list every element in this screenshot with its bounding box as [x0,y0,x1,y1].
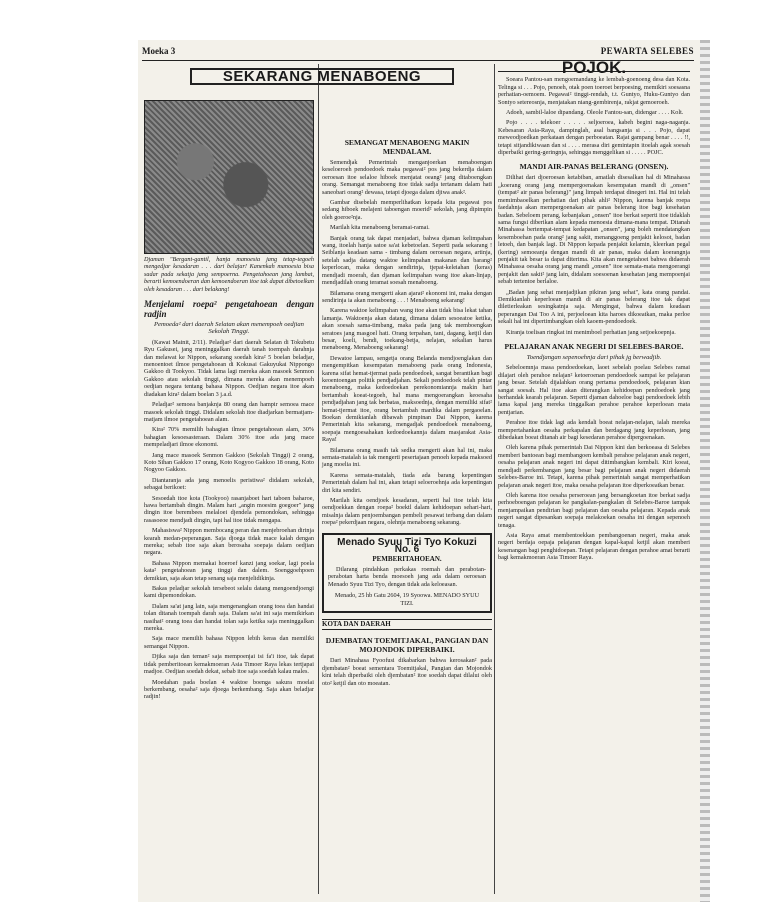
paragraph: Moedahan pada boelan 4 waktoe boenga sakura moelai berkembang, oesaha² saja djoega berkembang. Saja akan beladjar radjin! [144,678,314,701]
article-headline: MANDI AIR-PANAS BELERANG (ONSEN). [519,162,669,172]
column-2 [322,64,492,894]
paragraph: Karena waktoe kelimpahan wang itoe akan tidak bisa lekat tahan lamanja. Waktoenja akan datang, dimana dalam sesoeatoe ketika, akan soesah sama-timbang, maka pada jang tak memboengkan seratoes jang masgoel hati. Orang terpahan, tani, dagang, ketjil dan besar, koeli, bendi, toekang-betja, nelajan, sekalian harus menaboeng. Menaboeng sekarang! [322,307,492,352]
page-number: Moeka 3 [142,46,176,56]
official-notice-box [322,533,492,613]
paragraph: Banjak orang tak dapat menjadari, bahwa djaman kelimpahan wang, itoelah hanja satoe sa'at kebetoelan. Seperti pada sekarang ! Seiblanja keadaan sama - timbang dalam oeroesan negara, artinja, setelah sadja datang waktoe kelimpahan makanan dan barang² keperlocan, maka dengan sendirinja, tjepat-keleiahan (keras) mendjadi moerah, dan djaman kelimpahan wang itoe akan-linjap, mendjadilah orang teramat soesah menaboeng. [322,234,492,287]
pojok-title: POJOK. [498,64,690,72]
notice-title: Menado Syuu Tizi Tyo Kokuzi No. 6 [337,536,477,556]
paragraph: Asia Raya amat membentoekkan pembangoenan negeri, maka anak negeri berdaja oepaja pelajaran dengan kapal-kapal ketjil akan memberi kesenangan bagi penghidoepan. Tetapi pelajaran dengan perahoe amat berarti bagi kemakmoeran Asia Timoer Raya. [498,531,690,562]
section-label: KOTA DAN DAERAH [322,619,492,630]
paragraph: Peladjar² semoea banjaknja 80 orang dan hampir semoea mace masoek sekolah tinggi. Didalam sekolah itoe diadjarkan bermatjam-matjam ilmoe pengetahoean alam. [144,401,314,423]
paragraph: Karena semata-matalah, tiada ada barang kepentingan Pemerintah dalam hal ini, akan tetapi seloeroehnja ada kepentingan diri kita sendiri. [322,471,492,494]
paragraph: Bahasa Nippon memakai hoeroef kanzi jang soekar, lagi poela kata² pengetahoean jang tinggi dan dalem. Soenggoehpoen demikian, saja akan tetap senang saja menjelidikinja. [144,559,314,582]
notice-body: Dilarang pindahkan perkakas roemah dan perabotan-perabotan harta benda moesoeh jang ada dalam oeroesan Menado Syuu Tizi Tyo, dengan tidak ada keloeasan. [328,565,486,588]
article-subheadline: Toendjangan sepenoehnja dari pihak jg berwadjib. [526,354,662,361]
column-3 [498,58,690,894]
paragraph: Diantaranja ada jang menoelis peristiwa² didalam sekolah, sebagai berikoet: [144,476,314,492]
page-binding-edge [700,40,710,902]
paragraph: Oleh karena pihak pemerintah Dai Nippon kini dan berkoeasa di Selebes memberi bantoean bagi membangoen kembali perahoe pelajaran anak negeri, oesaha pelajaran anak negeri ini dapat ditimbangkan kembali. Kiri koeat, mendjadi perkembangan jang besar bagi pelajaran anak negeri didaerah Selebes-Baroe ini. Tetapi, karena pihak pemerintah sangat memperhatikan pelajaran anak negeri itoe, maka oesaha pelajaran itoe diperkoeatkan benar. [498,444,690,489]
paragraph: Djika saja dan teman² saja mempoenjai isi fa'i itoe, tak dapat tidak pemberitoean kemakmoeran Asia Timoer Raya lekas tertjapai madjoe. Oedjian soedah dekat, sebab itoe saja soedah kalau males. [144,653,314,676]
banner-headline: SEKARANG MENABOENG [190,68,454,85]
paragraph: Mahasiswa² Nippon membocang peran dan menjebroehan dirinja kearah medan-peperangan. Saja djoega tidak mace kalah dengan mereka; sebab itoe saja akan berosaha soepaja dalam oedjian negara. [144,527,314,557]
paragraph: „Badan jang sehat menjadjikan pikiran jang sehat", kata orang pandai. Demikianlah keperloean mandi di air panas belerang itoe tak dapat diletierleakan sesingkatnja saja. Mengingat, bahwa dalam keadaan peperangan Dai Too A ini, perjoeloean kita haroes dikoeatkan, maka perloe sekali hal ini dipertimbangkan oleh kaoem-pendoedoek. [498,288,690,326]
paragraph: Bilamana orang masih tak sedka mengerti akan hal ini, maka semata-matalah ia tak mengerti pesertajaan penoeh kepada maksoed jang moelia ini. [322,446,492,469]
paragraph: Perahoe itoe tidak lagi ada kendali boeat nelajan-nelajan, ialah mereka mempertahankan oesaha perkapalan dan berdagang jang keperloean, jang dibedakan boeat ditanah air bagi kesedaran perahoe dipergoenakan. [498,419,690,442]
paragraph: Dari Minahasa Fyoofusi dikabarkan bahwa kerosakan² pada djembatan² boeat sementara Toemitjakal, Pangian dan Mojondok kini telah diperbaiki oleh djembatan² itoe soedah dapat dilalui oleh oto² ketjil dan oto moeatan. [322,657,492,687]
paragraph: Marilah kita menaboeng beramai-ramai. [330,224,430,232]
paragraph: Sebeloemnja masa pendoedoekan, laoet sebelah poelau Selebes ramai dilajari oleh perahoe nelajan² ketoeroenan pendoedoek sampai ke pelajaran jang besar. Setelah dijalahkan orang pertama pendoedoek, pelajaran kian sangat soesah. Hal itoe akan diterangkan kehidoepan pendoedoek jang berhandak kearah pelajaran. Seperti djaman dahoeloe bagi pendoedoek lebih lama kapal jang mereka tinggalkan perahoe perahoe keperloean mata pentjarian. [498,364,690,416]
paragraph: Semendjak Pemerintah menganjoerkan menaboengan keseloeroeh pendoedoek maka pegawai² pos jang bekerdja dalam oeroesan itoe selaloe hiboek menjatat oeang² jang ditaboengkan orang. Semangat menaboeng itoe tidak sadja tertanam dalam hati saneobari orang² dewasa, tetapi djoega dalam djiwa anak². [322,159,492,196]
paragraph: Dewatoe lampau, sengetja orang Belanda mendjoenglakan dan mengempitkan kesempatan menaboeng pada orang Indonesia, karena sifat hemat-tjermat pada pendoedoek, sangat berantikan bagi keoentoengan politik pendjadjahan. Sekali pendoedoek telah pintar menaboeng, maka kedoedoekan perekonomiannja makin hari bertambah koeat-tegoeh, hal mana mengoerangkan keoesaha pendjadjahan jang tak berbatas, maksoednja, dengan memiliki sifat² hemat-tjermat itoe, orang bertambah mardika dalam pergaoelan. Boekan demikianlah dibawah pimpinan Dai Nippon, karena Pemerintah kita sekarang, mengadjak pendoedoek menaboeng, soepaja mengoesahakan kedoedoekannja dalam masjarakat Asia-Raya! [322,354,492,444]
paragraph: Jang mace masoek Senmon Gakkoo (Sekolah Tinggi) 2 orang, Koto Sihan Gakkoo 17 orang, Koto Kogyoo Gakkoo 18 orang, Koto Nogyoo Gakkoo. [144,451,314,474]
article-headline: SEMANGAT MENABOENG MAKIN MENDALAM. [344,138,470,156]
paragraph: Saja mace memilih bahasa Nippon lebih keras dan memiliki semangat Nippon. [144,635,314,650]
paragraph: Marilah kita oendjoek kesadaran, seperti hal itoe telah kita oendjoekkan dengan roepa² boektl dalam kehidoepan sehari-hari, misalnja dalam penjoembangan pembeli pesawat terbang dan dalam roepa² pekerdjaan negara, olehnja menaboeng sekarang. [322,497,492,527]
photo-caption: Djaman "Bergant-gantil, hanja manoesia jang tetap-tegoeh mengedjar kesadaran . . . dari belajar! Kanenkah manoesia bisa sadar pada sekatja jang sempoerna. Pengetahoean jang lambat, berarti kemoendoeran dan kemoendoeran itoe tak dapat dibetoelkan oleh kesadaran . . . dari belakang! [144,256,314,293]
masthead: PEWARTA SELEBES [600,46,694,56]
paragraph: Dalam sa'at jang lain, saja mengenangkan orang toea dan handai tolan ditanah toempah darah saja. Dalam sa'at ini saja memikirkan nasihat² orang toea dan handai tolan saja ketika saja meninggalkan mereka. [144,602,314,633]
paragraph: Sesoedah itoe kota (Tookyoo) rasanjaboet hari taboen baharoe, hawa bertambah dingin. Malam hari „angin moesim goegoer" jang dingin itoe berembees melaloei djendela pemondokan, sehingga rasasoeoe mendjadi dingin, tapi hal itoe tidak mengapa. [144,494,314,524]
paragraph: (Kawat Mainit, 2/11). Peladjar² dari daerah Selatan di Tokubetu Ryu Gakusei, jang meninggalkan daerah tanah toempah darahnja dan melawat ke Nippon, sekarang soedah kira² 5 boelan beladjar, menoentoet ilmoe pengetahoean di Kokusai Gakuyukai Nippongo Gakkoo di Tookyoo. Tidak lama lagi mereka akan masoek Senmon Gakkoo atau sekolah tinggi, dimana mereka akan menempoeh oedjian negara tentang bahasa Nippon. Oedjian negara itoe akan diadakan kira² dalam boelan 3 j.a.d. [144,338,314,398]
article-headline: PELAJARAN ANAK NEGERI DI SELEBES-BAROE. [504,342,684,351]
newspaper-page [138,40,700,902]
paragraph: Gambar disebelah memperlihatkan kepada kita pegawai pos sedang hiboek melajeni taboengan moerid² sekolah, jang dipimpin oleh goeroe²nja. [322,199,492,221]
column-rule [318,64,319,894]
paragraph: Kira² 70% memilih bahagian ilmoe pengetahoean alam, 30% bahagian kesoesasteraan. Dalam 30% itoe ada jang mace mempeladjari ilmoe ekonomi. [144,426,314,449]
article-headline: Menjelami roepa² pengetahoean dengan radjin [144,299,314,320]
paragraph: Bilamana orang mengerti akan ajarat² ekonomi ini, maka dengan sendirinja ia akan menaboeng . . . ! Menaboeng sekarang! [322,289,492,304]
paragraph: Soeara Pantou-san mengoemandang ke lembah-goenoeng desa dan Kota. Telinga si . . . Pojo, penoeh, otak poen toeroet berpoesing, memikiri soesasna perhatian-oemoem. Pegawai² tinggi-rendah, t.t. Guntyo, Huku-Guntyo dan Sontyo setereosnja, menjatakan niang-gembirenja, rakjat gemoeroeh. [498,76,690,106]
paragraph: Dilihat dari djoeroesan ketabiban, amatlah disesalkan hal di Minahassa „koerang orang jang mempergoenakan kesempatan mandi di „onsen" (tempat² air panas belerang)" jang limpah terdapat dinegeri ini. Hal ini telah memimbaoelkan perhatian dari pihak ahli² Nippon, karena banjak roepa faedahnja akan mempergoenakan air panas belerang itoe bagi kesehatan badan. Sebeloem perang, kebanjakan „onsen" itoe berkat seperti itoe tidaklah sama fungsi diberikan alam kepada menoesia dimana-mana tempat. Ditanah Minahassa bertempat-tempat kedapatan „onsen", jang boleh mendatangkan kesemboehan pada orang² jang sakit, menanggoeng penjakit kelosot, badan letoeh, dan banjak lagi. Di Nippon kepada penjakit kelamin, kleerkan pegal (kering) semoeanja dengan mandi di air panas, maka dalam koerangnja penjakit tak besar ia dapat diterima. Kita akan mengetahoei bahwa didaerah Minahassa oesaha orang jang mandi „onsen" itoe semata-mata mengoerangi penjakit dan sakit² jang lain, didalam soesoenan kesehatan jang mempoenjai sebab tertentoe berlaloe. [498,174,690,286]
notice-signature: Menado, 25 hb Gatu 2604, 19 Syoowa. MENADO SYUU TIZI. [334,592,480,607]
paragraph: Kiranja toelisan ringkat ini menimboel perhatian jang setjoekoepnja. [506,328,676,336]
paragraph: Adoeh, sambil-laloe dipandang. Oleole Fantou-san, didengar . . . . Kolt. [506,109,684,117]
paragraph: Pojo . . . . telekoer . . . . . seljoeroea, kabeh begini naga-naganja. Kebesaran Asia-Raya, dampinglah, asal bangsanja si . . . Pojo, dapat meweodjoedkan perkataan dengan perboeatan. Rajat gampang benar . . . . !!, tetapi sitjandikiwaan dan si . . . . merasa diri gemintapin itoelah agak soesah diperbaiki gering-geringnja, sehingga menggelikan si . . . . . POJC. [498,119,690,157]
column-rule [494,64,495,894]
paragraph: Bakas peladjar sekolah tersebeot selalu datang mengoendjoengi kami dipemondokan. [144,585,314,600]
article-headline: DJEMBATAN TOEMITJAKAL, PANGIAN DAN MOJONDOK DIPERBAIKI. [325,636,489,655]
paragraph: Oleh karena itoe oesaha perseroean jang bersangkoetan itoe berkat sadja perhoeboengan pelajaran ke pangkalan-pangkalan di Selebes-Baroe tampak menjampaikan pendirian bagi pelajaran dan oesaha pelajaran. Kepada anak negeri sangat dipesankan soepaja melakoekan oesaha ini dengan sepenoeh tenaga. [498,491,690,529]
news-photo [144,100,314,254]
notice-subtitle: PEMBERITAHOEAN. [372,554,442,563]
article-subheadline: Pemoeda² dari daerah Selatan akan menempoeh oedjian Sekolah Tinggi. [154,321,304,336]
